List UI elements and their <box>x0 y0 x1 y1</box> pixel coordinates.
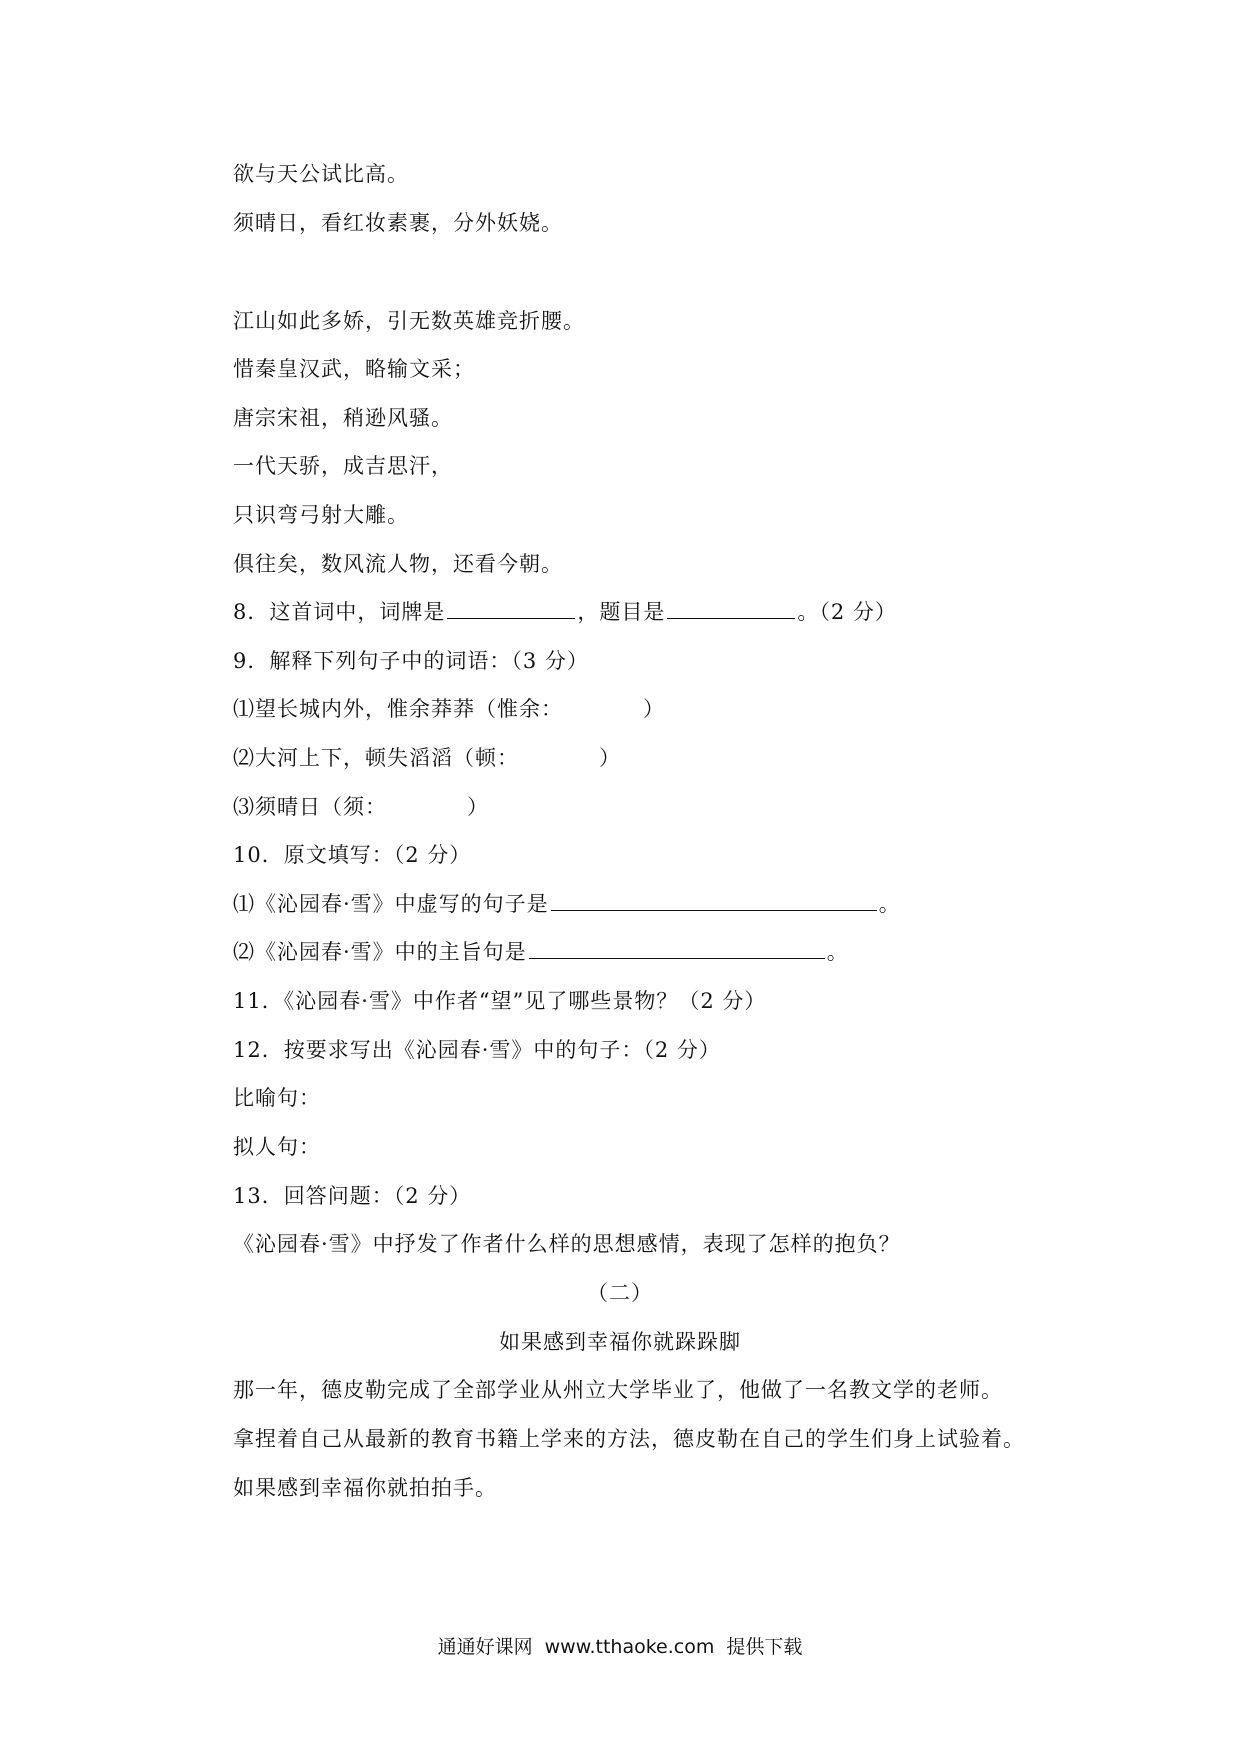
question-9-item-3 <box>233 793 489 821</box>
poem-line: 须晴日，看红妆素裹，分外妖娆。 <box>233 211 563 235</box>
question-8 <box>233 598 897 626</box>
q9-item-2-close: ） <box>599 746 621 770</box>
q8-prefix: 8．这首词中，词牌是 <box>233 600 446 624</box>
q10-item-1-text: ⑴《沁园春·雪》中虚写的句子是 <box>233 892 549 916</box>
question-10-title: 10．原文填写：（2 分） <box>233 843 472 867</box>
poem-line: 江山如此多娇，引无数英雄竞折腰。 <box>233 309 585 333</box>
q9-item-1-text: ⑴望长城内外，惟余莽莽（惟余： <box>233 697 563 721</box>
poem-line: 一代天骄，成吉思汗， <box>233 454 453 478</box>
q8-blank-cipai[interactable] <box>447 598 575 619</box>
q8-suffix: 。（2 分） <box>797 600 897 624</box>
question-13-title: 13．回答问题：（2 分） <box>233 1184 472 1208</box>
poem-line: 惜秦皇汉武，略输文采； <box>233 357 475 381</box>
q10-item-2-text: ⑵《沁园春·雪》中的主旨句是 <box>233 940 527 964</box>
section-2-title: 如果感到幸福你就跺跺脚 <box>499 1330 741 1354</box>
q10-item-1-end: 。 <box>878 892 901 916</box>
q10-item-2-blank[interactable] <box>529 938 825 959</box>
question-10-item-2 <box>233 938 849 966</box>
q9-item-2-text: ⑵大河上下，顿失滔滔（顿： <box>233 746 519 770</box>
q10-item-2-end: 。 <box>826 940 849 964</box>
q8-blank-title[interactable] <box>667 598 795 619</box>
question-12-title: 12．按要求写出《沁园春·雪》中的句子：（2 分） <box>233 1038 721 1062</box>
poem-line: 只识弯弓射大雕。 <box>233 503 409 527</box>
footer-site-name: 通通好课网 <box>437 1636 533 1658</box>
q9-item-3-close: ） <box>467 795 489 819</box>
question-13-text: 《沁园春·雪》中抒发了作者什么样的思想感情，表现了怎样的抱负？ <box>233 1232 901 1256</box>
section-2-paragraph: 那一年，德皮勒完成了全部学业从州立大学毕业了，他做了一名教文学的老师。 <box>233 1378 1003 1402</box>
q12-simile-label: 比喻句： <box>233 1086 321 1110</box>
q10-item-1-blank[interactable] <box>551 890 877 911</box>
question-9-item-1 <box>233 695 665 723</box>
poem-line: 俱往矣，数风流人物，还看今朝。 <box>233 552 563 576</box>
poem-line: 唐宗宋祖，稍逊风骚。 <box>233 406 453 430</box>
section-2-paragraph: 如果感到幸福你就拍拍手。 <box>233 1476 497 1500</box>
q8-mid: ，题目是 <box>577 600 666 624</box>
page-footer <box>0 1634 1240 1660</box>
question-9-item-2 <box>233 744 621 772</box>
question-10-item-1 <box>233 890 901 918</box>
q9-item-3-text: ⑶须晴日（须： <box>233 795 387 819</box>
question-9-title: 9．解释下列句子中的词语：（3 分） <box>233 649 589 673</box>
question-11-title: 11．《沁园春·雪》中作者“望”见了哪些景物？（2 分） <box>233 989 767 1013</box>
q12-personification-label: 拟人句： <box>233 1135 321 1159</box>
section-2-paragraph: 拿捏着自己从最新的教育书籍上学来的方法，德皮勒在自己的学生们身上试验着。 <box>233 1427 1025 1451</box>
footer-download: 提供下载 <box>726 1636 803 1658</box>
section-2-label: （二） <box>587 1281 653 1305</box>
q9-item-1-close: ） <box>643 697 665 721</box>
poem-line: 欲与天公试比高。 <box>233 162 409 186</box>
footer-url[interactable]: www.tthaoke.com <box>544 1636 715 1658</box>
